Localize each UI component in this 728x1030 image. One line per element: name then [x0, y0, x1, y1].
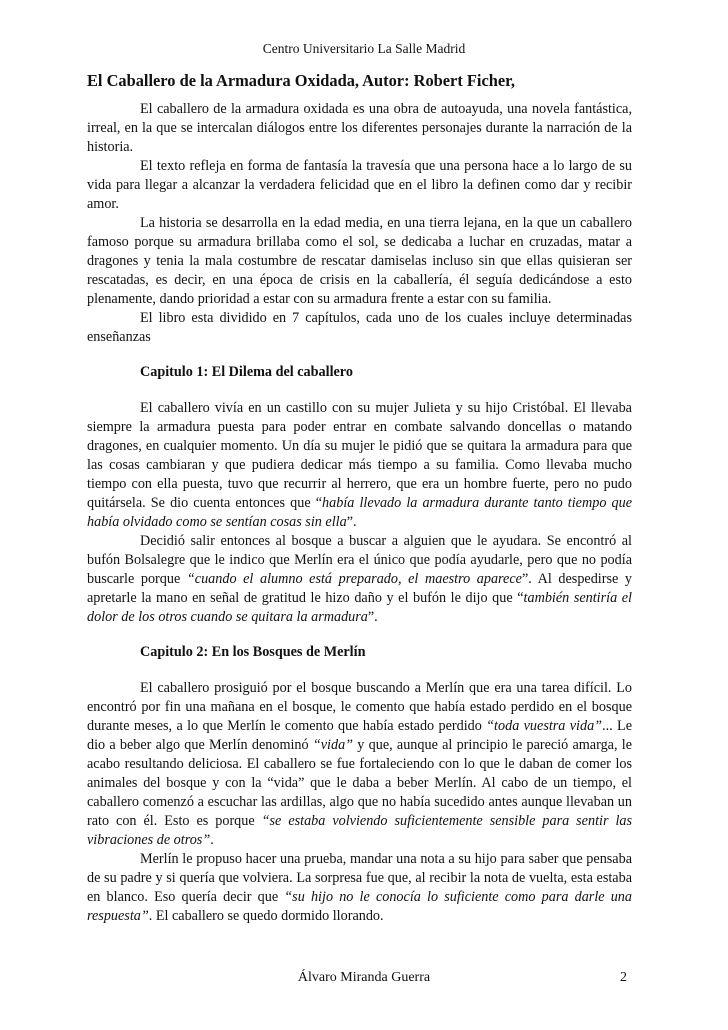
chapter-1-heading: Capitulo 1: El Dilema del caballero	[140, 364, 353, 380]
page-number: 2	[620, 970, 627, 985]
intro-paragraph-2: El texto refleja en forma de fantasía la travesía que una persona hace a lo largo de su vida para llegar a alcanzar la verdadera felicidad que en el libro la definen como dar y recibir amor.	[87, 158, 632, 212]
text-run: . El caballero se quedo dormido llorando.	[148, 908, 384, 924]
document-title: El Caballero de la Armadura Oxidada, Autor: Robert Ficher,	[87, 71, 515, 90]
quote-run: “vida”	[312, 737, 354, 753]
text-run: Merlín le propuso hacer una prueba, mandar una nota a su hijo para saber que pensaba de su padre y si quería que volviera. La sorpresa fue que, al recibir la nota de vuelta, esta estaba en blanco. Eso quería decir que	[87, 851, 632, 905]
chapter-1-paragraph-2	[87, 532, 632, 627]
text-run: ”.	[367, 609, 378, 625]
footer-author: Álvaro Miranda Guerra	[297, 970, 431, 985]
intro-paragraph-1: El caballero de la armadura oxidada es una obra de autoayuda, una novela fantástica, irreal, en la que se intercalan diálogos entre los diferentes personajes durante la narración de la historia.	[87, 101, 632, 155]
page-header: Centro Universitario La Salle Madrid	[262, 41, 466, 56]
text-run: El caballero prosiguió por el bosque buscando a Merlín que era una tarea difícil. Lo encontró por fin una mañana en el bosque, le comento que había estado perdido en el bosque durante meses, a lo que Merlín le comento que había estado perdido	[87, 680, 632, 734]
quote-run: “su hijo no le conocía lo suficiente como para darle una respuesta”	[87, 889, 632, 924]
quote-run: “toda vuestra vida”	[486, 718, 603, 734]
quote-run: “cuando el alumno está preparado, el maestro aparece	[186, 571, 522, 587]
text-run: Decidió salir entonces al bosque a buscar a alguien que le ayudara. Se encontró al bufón Bolsalegre que le indico que Merlín era el único que podía ayudarle, pero que no podía buscarle porque	[87, 533, 632, 587]
text-run: El caballero vivía en un castillo con su mujer Julieta y su hijo Cristóbal. El llevaba siempre la armadura puesta para poder entrar en combate salvando doncellas o matando dragones, en cualquier momento. Un día su mujer le pidió que se quitara la armadura para que las cosas cambiaran y que pudiera dedicar más tiempo a su familia. Como llevaba mucho tiempo con ella puesta, tuvo que recurrir al herrero, que era un hombre fuerte, pero no pudo quitársela. Se dio cuenta entonces que “	[87, 400, 632, 511]
intro-paragraph-4: El libro esta dividido en 7 capítulos, cada uno de los cuales incluye determinadas enseñanzas	[87, 310, 632, 345]
chapter-1-paragraph-1	[87, 399, 632, 532]
text-run: ”.	[346, 514, 357, 530]
quote-run: también sentiría el dolor de los otros cuando se quitara la armadura	[87, 590, 632, 625]
text-run: ... Le dio a beber algo que Merlín denominó	[87, 718, 633, 753]
quote-run: “se estaba volviendo suficientemente sensible para sentir las vibraciones de otros”	[87, 813, 633, 848]
document-body	[87, 70, 632, 926]
chapter-2-heading: Capitulo 2: En los Bosques de Merlín	[140, 644, 366, 660]
intro-paragraph-3: La historia se desarrolla en la edad media, en una tierra lejana, en la que un caballero famoso porque su armadura brillaba como el sol, se dedicaba a luchar en cruzadas, matar a dragones y tenia la mala costumbre de rescatar damiselas incluso sin que ellas quisieran ser rescatadas, es decir, en una época de crisis en la caballería, él seguía dedicándose a esto plenamente, dando prioridad a estar con su armadura frente a estar con su familia.	[87, 215, 632, 307]
text-run: ”. Al despedirse y apretarle la mano en señal de gratitud le hizo daño y el bufón le dijo que “	[87, 571, 632, 606]
chapter-2-paragraph-2	[87, 850, 632, 926]
quote-run: había llevado la armadura durante tanto tiempo que había olvidado como se sentían cosas sin ella	[87, 495, 632, 530]
text-run: y que, aunque al principio le pareció amarga, le acabo resultando deliciosa. El caballero se fue fortaleciendo con lo que le daban de comer los animales del bosque y con la “vida” que le daba a beber Merlín. Al cabo de un tiempo, el caballero comenzó a escuchar las ardillas, algo que no había sucedido antes aunque llevaban un rato con él. Esto es porque	[87, 737, 632, 829]
text-run: .	[210, 832, 214, 848]
chapter-2-paragraph-1	[87, 679, 632, 850]
